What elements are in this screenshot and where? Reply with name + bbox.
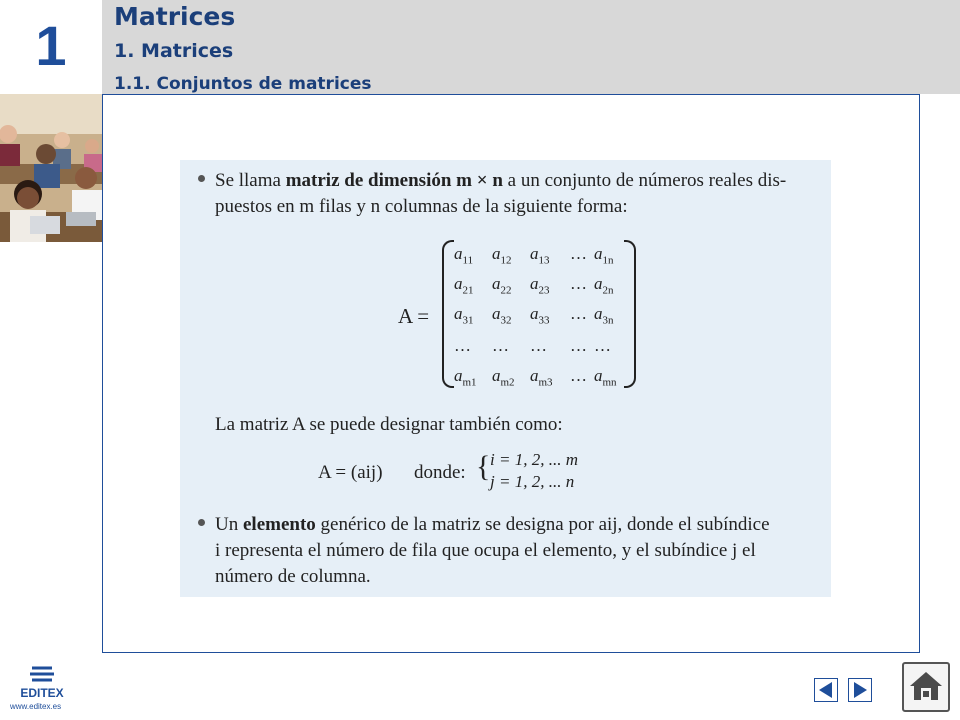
element-paragraph-line2: i representa el número de fila que ocupa el elemento, y el subíndice j el [215,540,756,561]
matrix-cell: … [570,366,587,385]
matrix-cell: $a_{m1}$ [454,366,477,389]
editex-logo [14,664,70,700]
designation-intro: La matriz A se puede designar también como: [215,414,563,435]
element-prefix: Un [215,514,243,535]
matrix-cell: … [570,244,587,263]
matrix-cell: $a_{3n}$ [594,304,614,327]
matrix-cell: $a_{31}$ [454,304,474,327]
chapter-number: 1 [35,14,67,77]
matrix-left-bracket [442,240,454,388]
designation-j-range: j = 1, 2, ... n [490,472,575,491]
section-title: 1. Matrices [114,40,234,62]
triangle-left-icon [815,679,837,701]
subsection-title: 1.1. Conjuntos de matrices [114,74,372,94]
definition-suffix: a un conjunto de números reales dis- [502,170,787,191]
matrix-cell: $a_{m3}$ [530,366,553,389]
matrix-cell: $a_{21}$ [454,274,474,297]
definition-paragraph-line1 [215,168,786,193]
matrix-cell: $a_{33}$ [530,304,550,327]
element-term: elemento [242,514,316,535]
matrix-cell: $a_{mn}$ [594,366,617,389]
matrix-cell: … [570,336,587,355]
matrix-cell: $a_{13}$ [530,244,550,267]
matrix-cell: $a_{23}$ [530,274,550,297]
triangle-right-icon [849,679,871,701]
definition-prefix: Se llama [215,170,286,191]
definition-box [180,160,831,597]
bullet-icon [198,175,205,182]
matrix-cell: $a_{32}$ [492,304,512,327]
page-title: Matrices [114,2,236,31]
matrix-cell: $a_{1n}$ [594,244,614,267]
home-button[interactable] [902,662,950,712]
matrix-label: A = [398,304,430,328]
matrix-cell: … [530,336,547,355]
matrix-cell: … [570,274,587,293]
logo-wordmark: EDITEX [20,686,64,700]
matrix-cell: $a_{22}$ [492,274,512,297]
matrix-cell: $a_{m2}$ [492,366,515,389]
prev-button[interactable] [814,678,838,702]
classroom-photo-illustration [0,94,102,242]
matrix-cell: … [594,336,611,355]
matrix-right-bracket [624,240,636,388]
matrix-cell: … [570,304,587,323]
designation-formula: A = (aij) [318,462,383,483]
footer-url: www.editex.es [10,702,62,711]
matrix-cell: … [492,336,509,355]
designation-brace: { [476,450,491,483]
element-paragraph-line3: número de columna. [215,566,371,587]
bullet-icon [198,519,205,526]
designation-i-range: i = 1, 2, ... m [490,450,578,469]
element-paragraph-line1 [215,512,770,537]
matrix-cell: $a_{2n}$ [594,274,614,297]
element-suffix: genérico de la matriz se designa por aij, donde el subíndice [315,514,770,535]
matrix-cell: … [454,336,471,355]
matrix-cell: $a_{12}$ [492,244,512,267]
definition-term: matriz de dimensión m × n [285,170,503,191]
definition-paragraph-line2: puestos en m filas y n columnas de la siguiente forma: [215,196,628,217]
home-icon [904,664,948,710]
next-button[interactable] [848,678,872,702]
matrix-cell: $a_{11}$ [454,244,474,267]
designation-donde: donde: [414,462,466,483]
classroom-photo [0,94,102,242]
